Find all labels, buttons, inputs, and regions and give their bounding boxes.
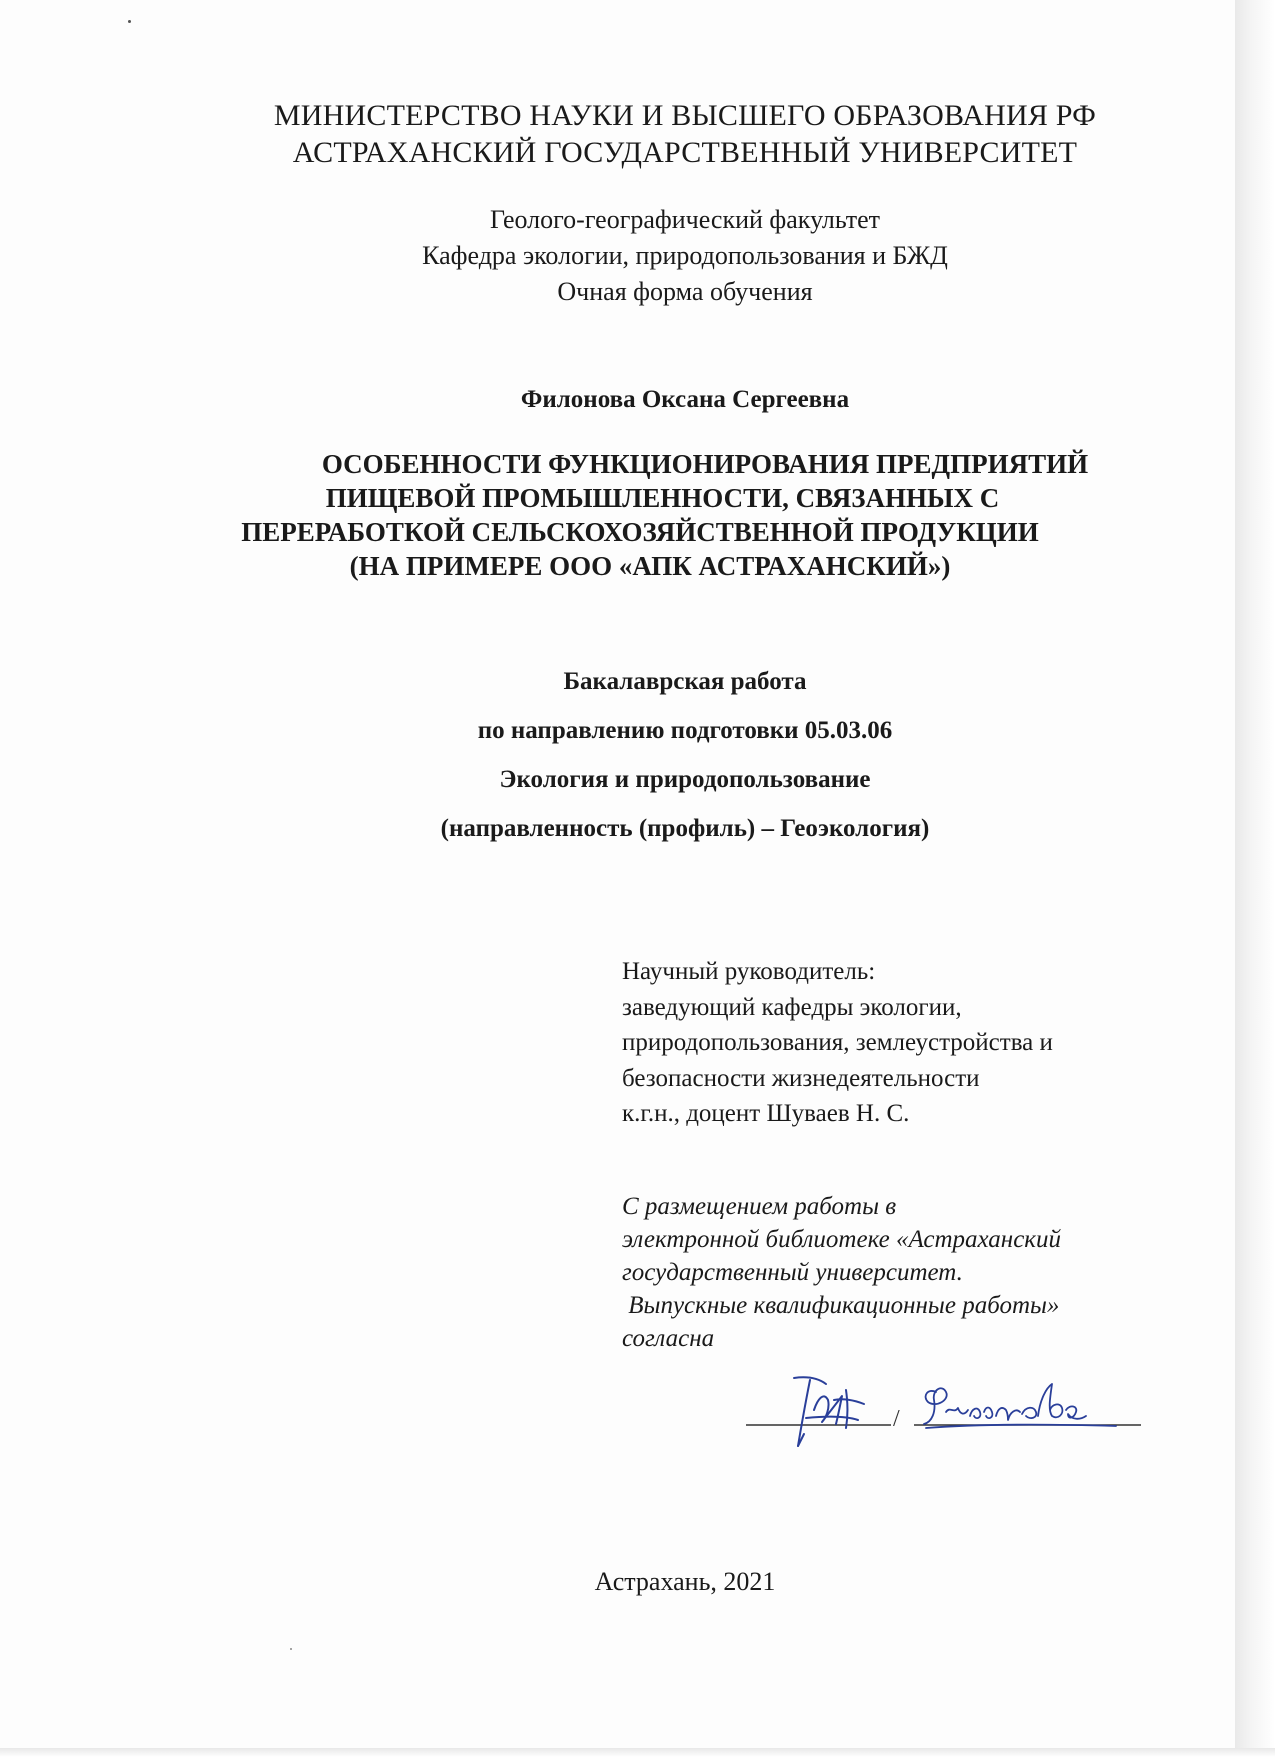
department-name: Кафедра экологии, природопользования и БЖД: [422, 241, 948, 270]
signature-separator: /: [893, 1406, 900, 1432]
consent-line: Выпускные квалификационные работы»: [622, 1292, 1060, 1319]
scan-bottom-edge: [0, 1748, 1275, 1757]
work-direction: по направлению подготовки 05.03.06: [477, 717, 893, 744]
supervisor-line: безопасности жизнедеятельности: [622, 1064, 980, 1092]
footer: [160, 1566, 1210, 1598]
consent-line: государственный университет.: [622, 1259, 963, 1286]
place-year: Астрахань, 2021: [594, 1567, 776, 1596]
author-name: Филонова Оксана Сергеевна: [520, 386, 850, 413]
faculty-block: [160, 202, 1210, 310]
thesis-title: [160, 447, 1210, 583]
author-block: [160, 385, 1210, 415]
title-line: (НА ПРИМЕРЕ ООО «АПК АСТРАХАНСКИЙ»): [349, 551, 951, 581]
scan-speck: [128, 20, 131, 23]
signature-area: [746, 1370, 1141, 1450]
consent-line: согласна: [622, 1325, 715, 1352]
ministry-header: [160, 97, 1210, 171]
faculty-name: Геолого-географический факультет: [489, 205, 881, 234]
supervisor-block: [622, 954, 1053, 1132]
work-field: Экология и природопользование: [499, 766, 871, 793]
scan-speck: [290, 1648, 292, 1650]
supervisor-line: заведующий кафедры экологии,: [622, 993, 962, 1021]
scan-edge: [1235, 0, 1275, 1757]
consent-line: С размещением работы в: [622, 1193, 897, 1220]
title-line: ОСОБЕННОСТИ ФУНКЦИОНИРОВАНИЯ ПРЕДПРИЯТИЙ: [321, 449, 1089, 479]
work-type: Бакалаврская работа: [563, 668, 807, 695]
signature-mark: [794, 1377, 864, 1446]
supervisor-label: Научный руководитель:: [622, 958, 876, 985]
title-line: ПИЩЕВОЙ ПРОМЫШЛЕННОСТИ, СВЯЗАННЫХ С: [325, 483, 1000, 513]
study-form: Очная форма обучения: [557, 277, 813, 306]
title-line: ПЕРЕРАБОТКОЙ СЕЛЬСКОХОЗЯЙСТВЕННОЙ ПРОДУКЦИИ: [241, 517, 1039, 547]
handwritten-name: [924, 1384, 1116, 1428]
ministry-name: МИНИСТЕРСТВО НАУКИ И ВЫСШЕГО ОБРАЗОВАНИЯ РФ: [273, 99, 1097, 132]
consent-block: [622, 1190, 1061, 1355]
supervisor-line: природопользования, землеустройства и: [622, 1029, 1053, 1056]
university-name: АСТРАХАНСКИЙ ГОСУДАРСТВЕННЫЙ УНИВЕРСИТЕТ: [292, 136, 1078, 169]
work-profile: (направленность (профиль) – Геоэкология): [440, 815, 930, 842]
supervisor-name: к.г.н., доцент Шуваев Н. С.: [622, 1100, 910, 1127]
work-info: [160, 657, 1210, 853]
consent-line: электронной библиотеке «Астраханский: [622, 1226, 1061, 1253]
